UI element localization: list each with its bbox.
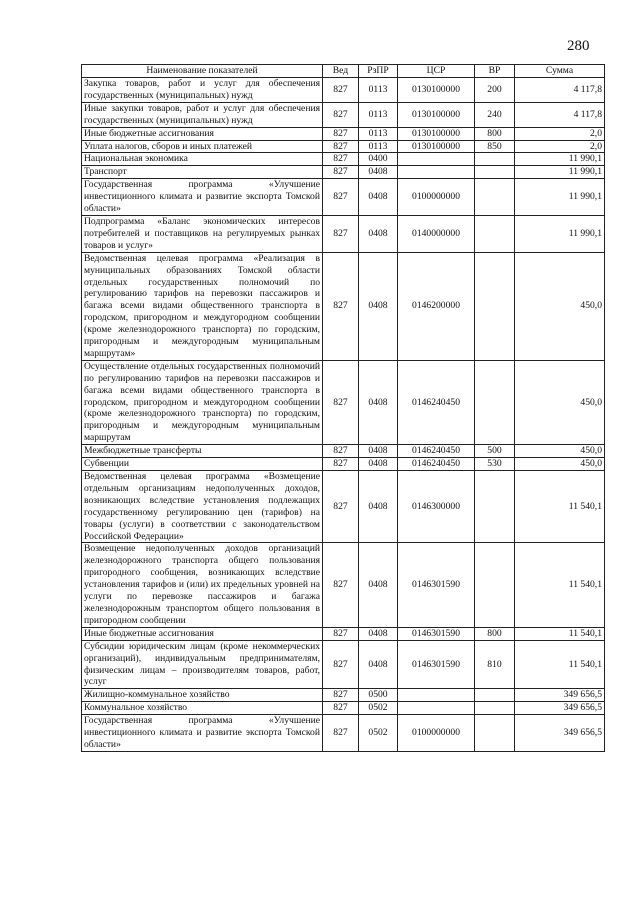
cell-sum: 450,0 xyxy=(515,458,605,471)
cell-csr: 0146301590 xyxy=(398,543,475,627)
header-sum: Сумма xyxy=(515,65,605,78)
cell-rzpr: 0408 xyxy=(359,252,398,360)
cell-vr: 530 xyxy=(475,458,515,471)
cell-ved: 827 xyxy=(323,458,359,471)
table-row xyxy=(82,458,605,471)
cell-ved: 827 xyxy=(323,78,359,103)
cell-rzpr: 0113 xyxy=(359,140,398,153)
table-row xyxy=(82,715,605,752)
table-row xyxy=(82,78,605,103)
cell-csr xyxy=(398,166,475,179)
table-row xyxy=(82,445,605,458)
cell-ved: 827 xyxy=(323,702,359,715)
cell-rzpr: 0502 xyxy=(359,702,398,715)
table-header-row xyxy=(82,65,605,78)
cell-ved: 827 xyxy=(323,640,359,689)
cell-rzpr: 0500 xyxy=(359,689,398,702)
cell-ved: 827 xyxy=(323,127,359,140)
cell-csr: 0130100000 xyxy=(398,102,475,127)
cell-rzpr: 0408 xyxy=(359,627,398,640)
cell-sum: 11 540,1 xyxy=(515,543,605,627)
cell-name: Иные бюджетные ассигнования xyxy=(82,627,323,640)
cell-csr: 0140000000 xyxy=(398,215,475,252)
table-row xyxy=(82,360,605,444)
cell-sum: 11 990,1 xyxy=(515,153,605,166)
cell-csr xyxy=(398,702,475,715)
cell-ved: 827 xyxy=(323,102,359,127)
cell-ved: 827 xyxy=(323,689,359,702)
cell-rzpr: 0408 xyxy=(359,179,398,216)
cell-csr: 0100000000 xyxy=(398,179,475,216)
cell-name: Иные бюджетные ассигнования xyxy=(82,127,323,140)
cell-rzpr: 0400 xyxy=(359,153,398,166)
cell-rzpr: 0408 xyxy=(359,360,398,444)
cell-ved: 827 xyxy=(323,543,359,627)
cell-ved: 827 xyxy=(323,627,359,640)
cell-vr xyxy=(475,179,515,216)
table-row xyxy=(82,179,605,216)
cell-sum: 11 990,1 xyxy=(515,166,605,179)
cell-sum: 11 540,1 xyxy=(515,627,605,640)
cell-csr: 0146200000 xyxy=(398,252,475,360)
cell-ved: 827 xyxy=(323,445,359,458)
cell-sum: 11 540,1 xyxy=(515,471,605,543)
cell-csr: 0130100000 xyxy=(398,127,475,140)
cell-ved: 827 xyxy=(323,715,359,752)
cell-vr xyxy=(475,471,515,543)
cell-name: Ведомственная целевая программа «Возмещение отдельным организациям недополученных доходов, возникающих вследствие установления подлежащих государственному регулированию цен (тарифов) на товары (услуги) в соответствии с законодательством Российской Федерации» xyxy=(82,471,323,543)
cell-sum: 11 540,1 xyxy=(515,640,605,689)
cell-vr: 850 xyxy=(475,140,515,153)
cell-rzpr: 0408 xyxy=(359,215,398,252)
cell-name: Национальная экономика xyxy=(82,153,323,166)
cell-vr: 500 xyxy=(475,445,515,458)
cell-sum: 2,0 xyxy=(515,127,605,140)
cell-ved: 827 xyxy=(323,153,359,166)
table-row xyxy=(82,689,605,702)
table-row xyxy=(82,140,605,153)
header-vr: ВР xyxy=(475,65,515,78)
cell-vr: 810 xyxy=(475,640,515,689)
cell-csr xyxy=(398,153,475,166)
cell-name: Осуществление отдельных государственных полномочий по регулированию тарифов на перевозки пассажиров и багажа всеми видами общественного транспорта в городском, пригородном и междугородном сообщении (кроме железнодорожного транспорта) по городским, пригородным и междугородным муниципальным маршрутам xyxy=(82,360,323,444)
cell-rzpr: 0113 xyxy=(359,78,398,103)
table-row xyxy=(82,471,605,543)
cell-vr: 240 xyxy=(475,102,515,127)
cell-vr xyxy=(475,153,515,166)
cell-name: Уплата налогов, сборов и иных платежей xyxy=(82,140,323,153)
cell-name: Государственная программа «Улучшение инвестиционного климата и развитие экспорта Томской области» xyxy=(82,179,323,216)
cell-name: Жилищно-коммунальное хозяйство xyxy=(82,689,323,702)
cell-name: Возмещение недополученных доходов организаций железнодорожного транспорта общего пользования пригородного сообщения, возникающих вследствие установления тарифов и (или) их предельных уровней на услуги по перевозке пассажиров и багажа железнодорожным транспортом общего пользования в пригородном сообщении xyxy=(82,543,323,627)
cell-name: Иные закупки товаров, работ и услуг для обеспечения государственных (муниципальных) нужд xyxy=(82,102,323,127)
cell-rzpr: 0408 xyxy=(359,471,398,543)
cell-ved: 827 xyxy=(323,252,359,360)
table-row xyxy=(82,166,605,179)
budget-table xyxy=(81,64,605,752)
cell-name: Ведомственная целевая программа «Реализация в муниципальных образованиях Томской области отдельных государственных полномочий по регулированию тарифов на перевозки пассажиров и багажа всеми видами общественного транспорта в городском, пригородном и междугородном сообщении (кроме железнодорожного транспорта) по городским, пригородным и междугородным муниципальным маршрутам» xyxy=(82,252,323,360)
table-row xyxy=(82,543,605,627)
header-rzpr: РзПР xyxy=(359,65,398,78)
cell-vr xyxy=(475,360,515,444)
cell-sum: 4 117,8 xyxy=(515,78,605,103)
table-row xyxy=(82,127,605,140)
cell-rzpr: 0113 xyxy=(359,127,398,140)
table-row xyxy=(82,102,605,127)
cell-sum: 349 656,5 xyxy=(515,702,605,715)
cell-name: Транспорт xyxy=(82,166,323,179)
cell-vr xyxy=(475,702,515,715)
table-row xyxy=(82,252,605,360)
cell-vr xyxy=(475,715,515,752)
cell-ved: 827 xyxy=(323,215,359,252)
page-number: 280 xyxy=(567,38,590,54)
cell-name: Государственная программа «Улучшение инвестиционного климата и развитие экспорта Томской области» xyxy=(82,715,323,752)
cell-csr: 0130100000 xyxy=(398,140,475,153)
cell-sum: 11 990,1 xyxy=(515,179,605,216)
cell-name: Закупка товаров, работ и услуг для обеспечения государственных (муниципальных) нужд xyxy=(82,78,323,103)
table-row xyxy=(82,153,605,166)
cell-csr: 0146240450 xyxy=(398,360,475,444)
cell-rzpr: 0502 xyxy=(359,715,398,752)
header-ved: Вед xyxy=(323,65,359,78)
cell-csr: 0100000000 xyxy=(398,715,475,752)
table-row xyxy=(82,215,605,252)
cell-vr: 800 xyxy=(475,127,515,140)
cell-name: Межбюджетные трансферты xyxy=(82,445,323,458)
cell-csr xyxy=(398,689,475,702)
cell-csr: 0146240450 xyxy=(398,445,475,458)
header-name: Наименование показателей xyxy=(82,65,323,78)
cell-vr xyxy=(475,689,515,702)
cell-ved: 827 xyxy=(323,360,359,444)
cell-sum: 450,0 xyxy=(515,360,605,444)
cell-csr: 0130100000 xyxy=(398,78,475,103)
table-row xyxy=(82,702,605,715)
cell-rzpr: 0408 xyxy=(359,640,398,689)
cell-ved: 827 xyxy=(323,166,359,179)
cell-vr xyxy=(475,166,515,179)
cell-rzpr: 0113 xyxy=(359,102,398,127)
cell-sum: 349 656,5 xyxy=(515,689,605,702)
header-csr: ЦСР xyxy=(398,65,475,78)
cell-csr: 0146240450 xyxy=(398,458,475,471)
cell-sum: 450,0 xyxy=(515,445,605,458)
cell-vr xyxy=(475,215,515,252)
cell-vr: 800 xyxy=(475,627,515,640)
cell-name: Подпрограмма «Баланс экономических интересов потребителей и поставщиков на регулируемых рынках товаров и услуг» xyxy=(82,215,323,252)
cell-sum: 450,0 xyxy=(515,252,605,360)
table-row xyxy=(82,640,605,689)
cell-vr xyxy=(475,252,515,360)
cell-name: Субсидии юридическим лицам (кроме некоммерческих организаций), индивидуальным предпринимателям, физическим лицам – производителям товаров, работ, услуг xyxy=(82,640,323,689)
cell-sum: 349 656,5 xyxy=(515,715,605,752)
table-row xyxy=(82,627,605,640)
cell-csr: 0146301590 xyxy=(398,640,475,689)
cell-vr xyxy=(475,543,515,627)
cell-sum: 11 990,1 xyxy=(515,215,605,252)
cell-rzpr: 0408 xyxy=(359,445,398,458)
cell-rzpr: 0408 xyxy=(359,166,398,179)
cell-ved: 827 xyxy=(323,140,359,153)
cell-vr: 200 xyxy=(475,78,515,103)
cell-name: Коммунальное хозяйство xyxy=(82,702,323,715)
cell-rzpr: 0408 xyxy=(359,458,398,471)
cell-rzpr: 0408 xyxy=(359,543,398,627)
cell-csr: 0146301590 xyxy=(398,627,475,640)
cell-sum: 4 117,8 xyxy=(515,102,605,127)
cell-ved: 827 xyxy=(323,179,359,216)
cell-ved: 827 xyxy=(323,471,359,543)
cell-csr: 0146300000 xyxy=(398,471,475,543)
cell-sum: 2,0 xyxy=(515,140,605,153)
cell-name: Субвенции xyxy=(82,458,323,471)
